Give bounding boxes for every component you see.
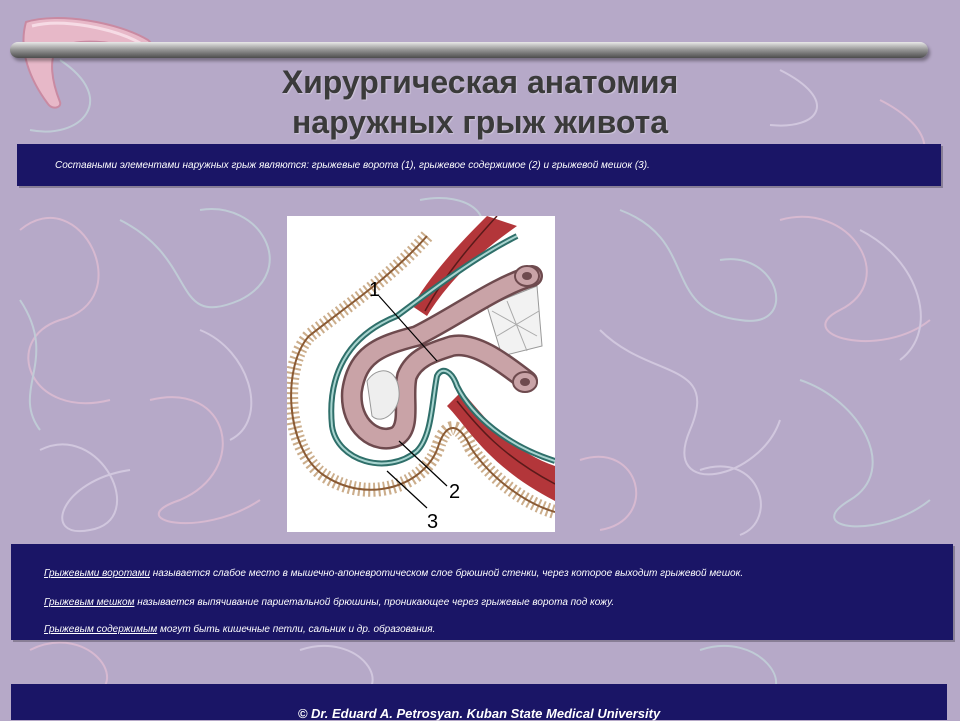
definition-text: называется слабое место в мышечно-апоневротическом слое брюшной стенки, через которое выходит грыжевой мешок. [150,568,744,579]
term-hernial-sac: Грыжевым мешком [44,597,135,608]
footer-bar [11,684,947,720]
definition-hernial-sac [44,597,614,608]
definition-text: могут быть кишечные петли, сальник и др. образования. [157,624,436,635]
term-hernial-gate: Грыжевыми воротами [44,568,151,579]
copyright-text: © Dr. Eduard A. Petrosyan. Kuban State Medical University [297,706,661,721]
term-hernial-contents: Грыжевым содержимым [44,624,158,635]
definition-hernial-gate [44,568,743,579]
title-line-2: наружных грыж живота [291,104,669,140]
intro-box [17,144,941,186]
label-2: 2 [449,481,461,503]
intro-text: Составными элементами наружных грыж являются: грыжевые ворота (1), грыжевое содержимое (2) и грыжевой мешок (3). [55,160,650,171]
label-3: 3 [427,511,439,532]
definitions-box [11,544,953,640]
title-bar-rod [10,42,928,58]
title-line-1: Хирургическая анатомия [281,64,679,100]
definition-text: называется выпячивание париетальной брюшины, проникающее через грыжевые ворота под кожу. [134,597,615,608]
boomerang-decoration [18,12,158,112]
hernia-anatomy-illustration [287,216,555,532]
hernia-diagram [287,216,555,532]
label-1: 1 [369,279,381,301]
definition-hernial-contents [44,624,435,635]
slide-title [200,62,760,142]
